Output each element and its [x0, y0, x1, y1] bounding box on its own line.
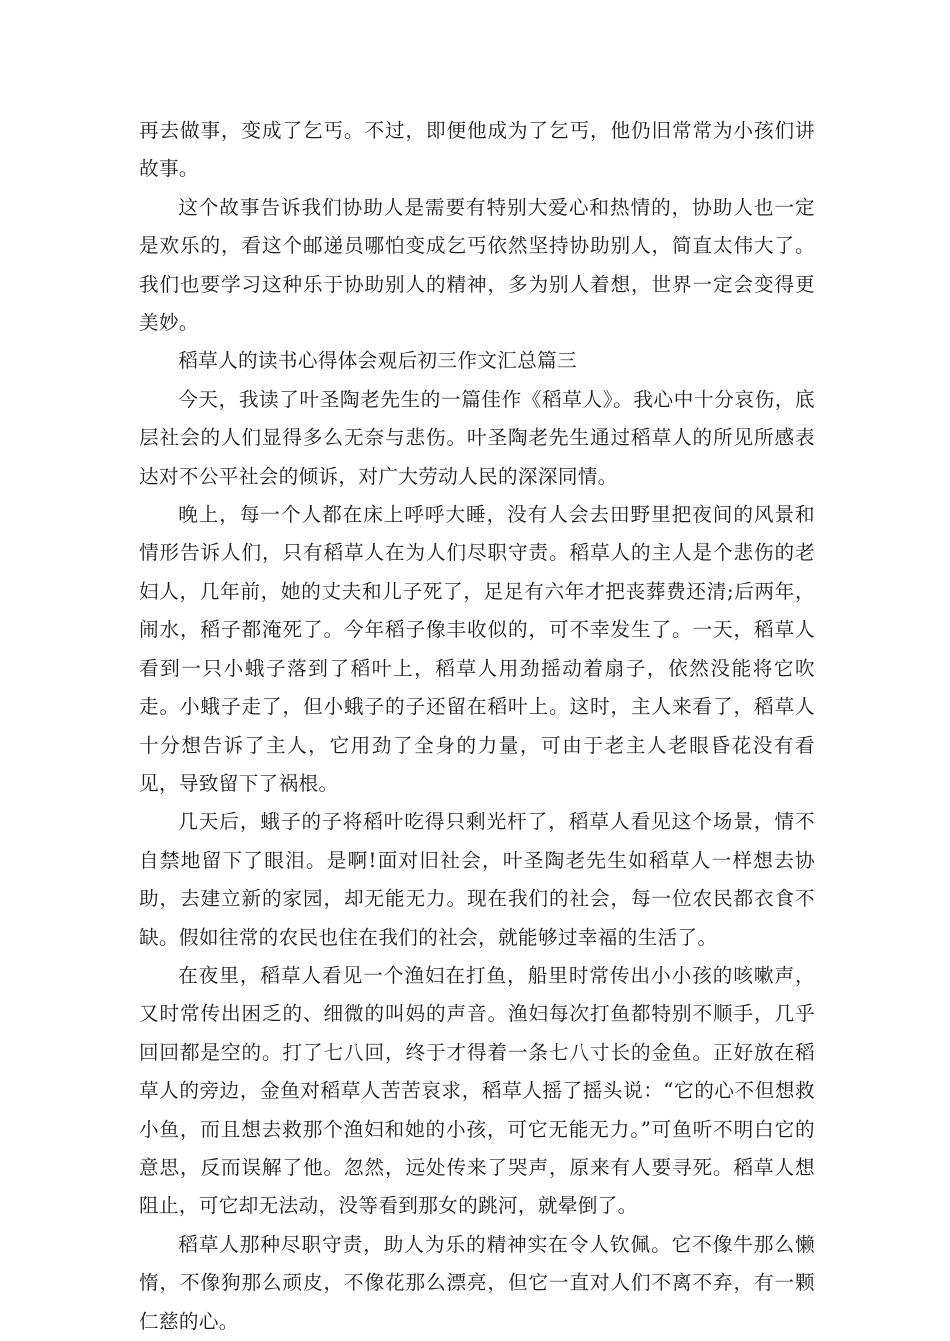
- paragraph-continuation: 再去做事，变成了乞丐。不过，即便他成为了乞丐，他仍旧常常为小孩们讲故事。: [139, 119, 815, 181]
- paragraph-moral: 这个故事告诉我们协助人是需要有特别大爱心和热情的，协助人也一定是欢乐的，看这个邮递员哪怕变成乞丐依然坚持协助别人，简直太伟大了。我们也要学习这种乐于协助别人的精神，多为别人着想，世界一定会变得更美妙。: [139, 195, 815, 335]
- paragraph-fisherwoman: 在夜里，稻草人看见一个渔妇在打鱼，船里时常传出小小孩的咳嗽声，又时常传出困乏的、细微的叫妈的声音。渔妇每次打鱼都特别不顺手，几乎回回都是空的。打了七八回，终于才得着一条七八寸长的金鱼。正好放在稻草人的旁边，金鱼对稻草人苦苦哀求，稻草人摇了摇头说：“它的心不但想救小鱼，而且想去救那个渔妇和她的小孩，可它无能无力。”可鱼听不明白它的意思，反而误解了他。忽然，远处传来了哭声，原来有人要寻死。稻草人想阻止，可它却无法动，没等看到那女的跳河，就晕倒了。: [139, 963, 815, 1218]
- paragraph-night-story: 晚上，每一个人都在床上呼呼大睡，没有人会去田野里把夜间的风景和情形告诉人们，只有稻草人在为人们尽职守责。稻草人的主人是个悲伤的老妇人，几年前，她的丈夫和儿子死了，足足有六年才把丧葬费还清;后两年，闹水，稻子都淹死了。今年稻子像丰收似的，可不幸发生了。一天，稻草人看到一只小蛾子落到了稻叶上，稻草人用劲摇动着扇子，依然没能将它吹走。小蛾子走了，但小蛾子的子还留在稻叶上。这时，主人来看了，稻草人十分想告诉了主人，它用劲了全身的力量，可由于老主人老眼昏花没有看见，导致留下了祸根。: [139, 503, 815, 795]
- document-body: [139, 112, 815, 1341]
- paragraph-conclusion: 稻草人那种尽职守责，助人为乐的精神实在令人钦佩。它不像牛那么懒惰，不像狗那么顽皮，不像花那么漂亮，但它一直对人们不离不弃，有一颗仁慈的心。: [139, 1232, 815, 1333]
- section-heading: 稻草人的读书心得体会观后初三作文汇总篇三: [178, 349, 578, 373]
- paragraph-moth-aftermath: 几天后，蛾子的子将稻叶吃得只剩光杆了，稻草人看见这个场景，情不自禁地留下了眼泪。是啊!面对旧社会，叶圣陶老先生如稻草人一样想去协助，去建立新的家园，却无能无力。现在我们的社会，每一位农民都衣食不缺。假如往常的农民也住在我们的社会，就能够过幸福的生活了。: [139, 810, 815, 949]
- paragraph-intro: 今天，我读了叶圣陶老先生的一篇佳作《稻草人》。我心中十分哀伤，底层社会的人们显得多么无奈与悲伤。叶圣陶老先生通过稻草人的所见所感表达对不公平社会的倾诉，对广大劳动人民的深深同情。: [139, 387, 815, 488]
